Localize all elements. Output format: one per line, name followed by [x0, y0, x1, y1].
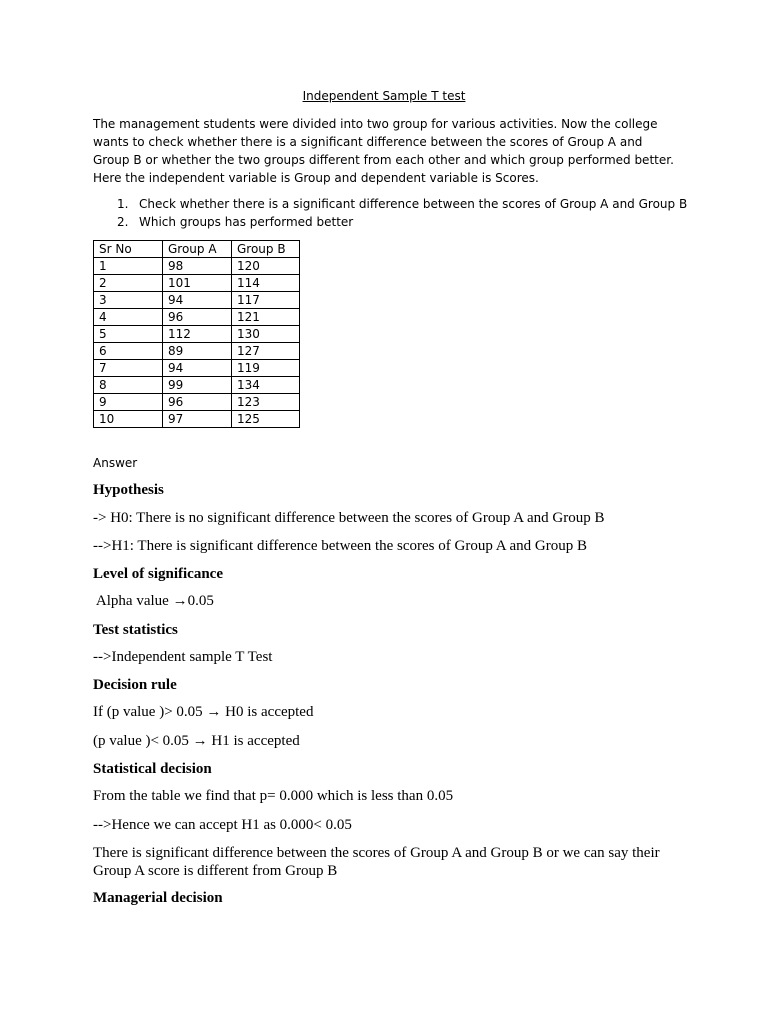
table-cell: 123 [232, 394, 300, 411]
list-item [93, 195, 693, 213]
intro-paragraph: The management students were divided into two group for various activities. Now the college wants to check whether there is a significant difference between the scores of Group A and Group B or whether the two groups different from each other and which group performed better. Here the independent variable is Group and dependent variable is Scores. [93, 117, 674, 185]
table-cell: 97 [163, 411, 232, 428]
header-sr-no: Sr No [94, 241, 163, 258]
table-cell: 94 [163, 360, 232, 377]
table-cell: 99 [163, 377, 232, 394]
table-cell: 112 [163, 326, 232, 343]
table-row [94, 343, 300, 360]
table-cell: 117 [232, 292, 300, 309]
table-cell: 114 [232, 275, 300, 292]
table-cell: 10 [94, 411, 163, 428]
table-row [94, 309, 300, 326]
table-cell: 120 [232, 258, 300, 275]
table-row [94, 258, 300, 275]
table-cell: 8 [94, 377, 163, 394]
table-cell: 6 [94, 343, 163, 360]
managerial-decision-heading: Managerial decision [93, 890, 223, 906]
list-text: Check whether there is a significant difference between the scores of Group A and Group B [139, 197, 688, 211]
table-cell: 89 [163, 343, 232, 360]
h0-statement: -> H0: There is no significant difference between the scores of Group A and Group B [93, 510, 605, 526]
table-cell: 94 [163, 292, 232, 309]
decision-rule-1: If (p value )> 0.05 → H0 is accepted [93, 704, 314, 720]
table-cell: 127 [232, 343, 300, 360]
table-header-row [94, 241, 300, 258]
list-item [93, 213, 693, 231]
answer-label: Answer [93, 456, 138, 470]
table-cell: 3 [94, 292, 163, 309]
document-title: Independent Sample T test [302, 89, 466, 103]
table-row [94, 377, 300, 394]
significance-heading: Level of significance [93, 566, 223, 582]
alpha-value: Alpha value →0.05 [93, 593, 214, 609]
table-cell: 1 [94, 258, 163, 275]
decision-rule-heading: Decision rule [93, 677, 177, 693]
table-cell: 96 [163, 309, 232, 326]
table-cell: 2 [94, 275, 163, 292]
list-text: Which groups has performed better [139, 215, 354, 229]
statistical-decision-3: There is significant difference between the scores of Group A and Group B or we can say their Group A score is different from Group B [93, 845, 660, 879]
decision-rule-2: (p value )< 0.05 → H1 is accepted [93, 733, 300, 749]
test-statistics-value: -->Independent sample T Test [93, 649, 273, 665]
question-list [93, 195, 693, 231]
table-row [94, 275, 300, 292]
statistical-decision-heading: Statistical decision [93, 761, 212, 777]
list-number: 2. [117, 215, 129, 229]
h1-statement: -->H1: There is significant difference between the scores of Group A and Group B [93, 538, 588, 554]
table-cell: 7 [94, 360, 163, 377]
table-cell: 101 [163, 275, 232, 292]
table-cell: 119 [232, 360, 300, 377]
statistical-decision-1: From the table we find that p= 0.000 which is less than 0.05 [93, 788, 454, 804]
header-group-a: Group A [163, 241, 232, 258]
scores-table [93, 240, 300, 428]
table-row [94, 360, 300, 377]
table-cell: 130 [232, 326, 300, 343]
table-cell: 134 [232, 377, 300, 394]
statistical-decision-2: -->Hence we can accept H1 as 0.000< 0.05 [93, 817, 352, 833]
table-cell: 4 [94, 309, 163, 326]
table-cell: 5 [94, 326, 163, 343]
list-number: 1. [117, 197, 129, 211]
table-cell: 125 [232, 411, 300, 428]
table-row [94, 326, 300, 343]
table-cell: 121 [232, 309, 300, 326]
table-cell: 9 [94, 394, 163, 411]
table-row [94, 411, 300, 428]
table-row [94, 292, 300, 309]
test-statistics-heading: Test statistics [93, 622, 178, 638]
table-row [94, 394, 300, 411]
table-cell: 98 [163, 258, 232, 275]
hypothesis-heading: Hypothesis [93, 482, 164, 498]
header-group-b: Group B [232, 241, 300, 258]
table-cell: 96 [163, 394, 232, 411]
